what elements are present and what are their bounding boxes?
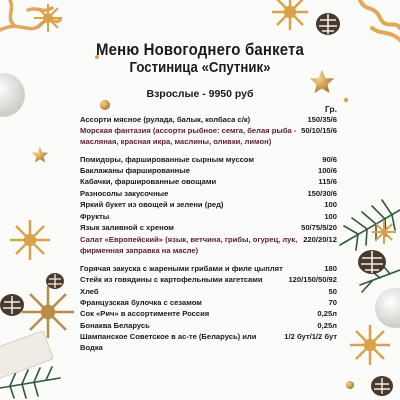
gold-bead-icon bbox=[100, 100, 110, 110]
menu-item bbox=[80, 275, 337, 286]
menu-item bbox=[80, 309, 337, 320]
menu-item bbox=[80, 212, 337, 223]
menu-item-weight: 50/10/15/6 bbox=[301, 126, 337, 135]
menu-item-weight: 150/30/6 bbox=[307, 189, 337, 198]
pine-cone-icon bbox=[0, 294, 24, 316]
menu-item bbox=[80, 126, 337, 147]
menu-item-weight: 0,25л bbox=[317, 309, 337, 318]
menu-item-name: Хлеб bbox=[80, 287, 99, 296]
menu-item-weight: 0,25л bbox=[317, 321, 337, 330]
menu-item bbox=[80, 223, 337, 234]
menu-item-name: Морская фантазия (ассорти рыбное: семга, белая рыба - масляная, красная икра, маслины, оливки, лимон) bbox=[80, 126, 297, 146]
snowflake-ornament-icon bbox=[34, 4, 62, 32]
page-title: Меню Новогоднего банкета bbox=[95, 40, 305, 59]
menu-item-weight: 150/35/6 bbox=[307, 115, 337, 124]
menu-item bbox=[80, 264, 337, 275]
menu-item-name: Салат «Европейский» (язык, ветчина, грибы, огурец, лук, фирменная заправка на масле) bbox=[80, 235, 298, 255]
menu-item-weight: 100 bbox=[324, 200, 337, 209]
menu-item-name: Разносолы закусочные bbox=[80, 189, 169, 198]
menu-item-name: Бонаква Беларусь bbox=[80, 321, 150, 330]
menu-item-weight: 220/20/12 bbox=[303, 235, 337, 244]
menu-item-name: Баклажаны фаршированные bbox=[80, 166, 190, 175]
menu-item-weight: 100 bbox=[324, 212, 337, 221]
snowflake-ornament-icon bbox=[350, 325, 390, 365]
menu-item-name: Горячая закуска с жареными грибами и филе цыплят bbox=[80, 264, 283, 273]
menu-item-name: Французская булочка с сезамом bbox=[80, 298, 202, 307]
menu-item-name: Яркий букет из овощей и зелени (ред) bbox=[80, 200, 224, 209]
menu-item-name: Ассорти мясное (рулада, балык, колбаса с/к) bbox=[80, 115, 251, 124]
snowflake-ornament-icon bbox=[10, 220, 50, 260]
ribbon-top-right bbox=[360, 0, 400, 40]
menu-item bbox=[80, 155, 337, 166]
snowflake-ornament-icon bbox=[272, 0, 308, 30]
menu-item bbox=[80, 166, 337, 177]
gold-bead-icon bbox=[346, 381, 354, 389]
menu-item-weight: 115/6 bbox=[318, 177, 337, 186]
menu-item-name: Стейк из говядины с картофельными кагетсами bbox=[80, 275, 263, 284]
menu-item-name: Язык заливной с хреном bbox=[80, 223, 174, 232]
white-ornament-ball-icon bbox=[375, 288, 400, 328]
menu-item-weight: 1/2 бут/1/2 бут bbox=[284, 332, 337, 341]
menu-item-name: Шампанское Советское в ас-те (Беларусь) или Водка bbox=[80, 332, 257, 352]
menu-item-weight: 50 bbox=[328, 287, 337, 296]
menu-item-name: Фрукты bbox=[80, 212, 110, 221]
pine-cone-icon bbox=[358, 250, 386, 274]
menu-item bbox=[80, 332, 337, 353]
menu-item bbox=[80, 177, 337, 188]
menu-item bbox=[80, 115, 337, 126]
page-subtitle: Гостиница «Спутник» bbox=[129, 59, 271, 76]
gold-star-icon bbox=[32, 147, 48, 162]
menu-item bbox=[80, 287, 337, 298]
pine-cone-icon bbox=[371, 376, 393, 396]
menu-item-weight: 50/75/5/20 bbox=[301, 223, 337, 232]
menu-item bbox=[80, 321, 337, 332]
menu-item bbox=[80, 200, 337, 211]
snowflake-ornament-icon bbox=[22, 286, 74, 338]
unit-label: Гр. bbox=[324, 104, 337, 114]
menu-item bbox=[80, 298, 337, 309]
menu-item bbox=[80, 235, 337, 256]
menu-item-weight: 70 bbox=[328, 298, 337, 307]
menu-item-name: Помидоры, фаршированные сырным муссом bbox=[80, 155, 254, 164]
menu-item-weight: 120/150/50/92 bbox=[288, 275, 337, 284]
menu-item-name: Сок «Рич» в ассортименте Россия bbox=[80, 309, 210, 318]
menu-item-name: Кабачки, фаршированные овощами bbox=[80, 177, 217, 186]
menu-item-weight: 100/6 bbox=[317, 166, 337, 175]
menu-item bbox=[80, 189, 337, 200]
menu-item-weight: 90/6 bbox=[322, 155, 337, 164]
pine-branch-icon bbox=[340, 200, 400, 292]
menu-item-weight: 180 bbox=[324, 264, 337, 273]
pine-cone-icon bbox=[46, 273, 64, 289]
price-line: Взрослые - 9950 руб bbox=[146, 88, 254, 100]
pine-cone-icon bbox=[316, 13, 340, 35]
